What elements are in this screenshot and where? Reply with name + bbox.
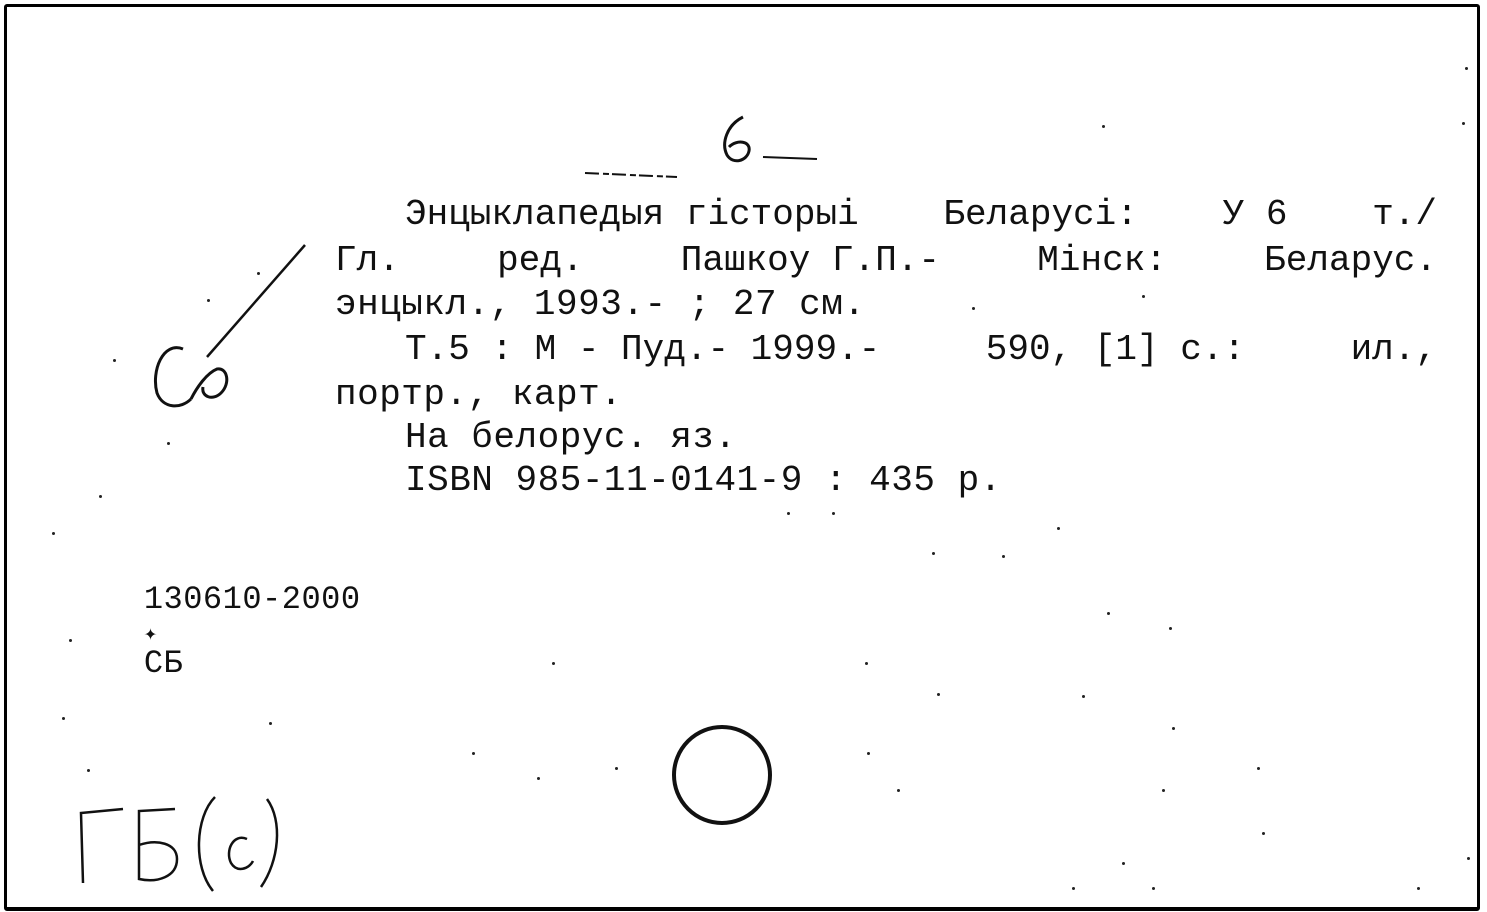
handwritten-shelf-mark <box>67 787 307 897</box>
title-line-1-part-3: У 6 <box>1222 194 1288 235</box>
speck <box>1082 695 1085 698</box>
speck <box>52 532 55 535</box>
speck <box>832 512 835 515</box>
volume-line-1-part-2: 590, [1] с.: <box>985 329 1246 370</box>
speck <box>207 299 210 302</box>
language-note: На белорус. яз. <box>405 417 737 458</box>
speck <box>1102 125 1105 128</box>
speck <box>257 272 260 275</box>
speck <box>87 769 90 772</box>
accession-line <box>65 552 361 712</box>
speck <box>1057 527 1060 530</box>
speck <box>537 777 540 780</box>
speck <box>972 307 975 310</box>
title-line-3: энцыкл., 1993.- ; 27 см. <box>335 284 866 325</box>
speck <box>62 717 65 720</box>
volume-line-1-part-3: ил., <box>1350 329 1437 370</box>
speck <box>1122 862 1125 865</box>
speck <box>167 442 170 445</box>
speck <box>937 693 940 696</box>
speck <box>1169 627 1172 630</box>
handwritten-margin-mark <box>137 237 317 417</box>
volume-line-1 <box>405 329 1437 370</box>
title-line-1-part-2: Беларусі: <box>943 194 1138 235</box>
title-line-1 <box>405 194 1437 235</box>
volume-line-1-part-1: Т.5 : М - Пуд.- 1999.- <box>405 329 881 370</box>
speck <box>99 495 102 498</box>
accession-separator: ✦ <box>143 622 158 647</box>
accession-number: 130610-2000 <box>143 581 361 618</box>
speck <box>1152 887 1155 890</box>
volume-line-2: портр., карт. <box>335 374 623 415</box>
speck <box>552 662 555 665</box>
speck <box>1465 67 1468 70</box>
speck <box>1002 555 1005 558</box>
speck <box>1467 857 1470 860</box>
speck <box>1262 832 1265 835</box>
speck <box>1072 887 1075 890</box>
handwritten-circle <box>662 717 782 837</box>
handwritten-number <box>577 107 837 187</box>
speck <box>1107 612 1110 615</box>
title-line-2-part-2: ред. <box>497 240 584 281</box>
speck <box>1462 122 1465 125</box>
title-line-2-part-1: Гл. <box>335 240 400 281</box>
speck <box>113 359 116 362</box>
speck <box>1257 767 1260 770</box>
catalog-card <box>4 4 1480 911</box>
title-line-2 <box>335 240 1437 281</box>
isbn-line: ISBN 985-11-0141-9 : 435 р. <box>405 460 1002 501</box>
speck <box>897 789 900 792</box>
accession-mark: СБ <box>143 645 184 682</box>
title-line-1-part-1: Энцыклапедыя гісторыі <box>405 194 859 235</box>
speck <box>787 512 790 515</box>
speck <box>615 767 618 770</box>
speck <box>865 662 868 665</box>
speck <box>1417 887 1420 890</box>
title-line-2-part-4: Мінск: <box>1037 240 1167 281</box>
speck <box>1162 789 1165 792</box>
speck <box>69 639 72 642</box>
title-line-2-part-3: Пашкоу Г.П.- <box>680 240 941 281</box>
speck <box>269 722 272 725</box>
speck <box>1172 727 1175 730</box>
title-line-2-part-5: Беларус. <box>1264 240 1437 281</box>
speck <box>932 552 935 555</box>
title-line-1-part-4: т./ <box>1372 194 1437 235</box>
speck <box>472 752 475 755</box>
speck <box>867 752 870 755</box>
speck <box>1142 295 1145 298</box>
